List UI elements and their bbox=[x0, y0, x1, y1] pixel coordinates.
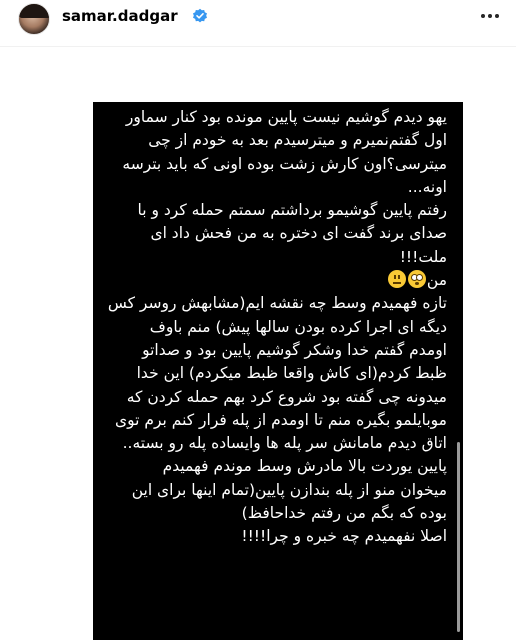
story-line: اول گفتم‌نمیرم و میترسیدم بعد به خودم از چی bbox=[148, 131, 447, 150]
story-line: میدونه چی گفته بود شروع کرد بهم حمله کردن که bbox=[126, 387, 447, 406]
story-text bbox=[107, 106, 447, 549]
story-line: موبایلمو بگیره منم تا اومدم از پله فرار کنم برم توی bbox=[114, 410, 447, 429]
story-line: میخوان منو از پله بندازن پایین(تمام اینها برای این bbox=[131, 480, 447, 499]
post-header bbox=[0, 0, 516, 36]
story-line: تازه فهمیدم وسط چه نقشه ایم(مشابهش روسر کس bbox=[107, 294, 447, 313]
flushed-face-emoji-icon bbox=[408, 270, 426, 288]
story-line: بوده که بگم من رفتم خداحافظ) bbox=[241, 504, 447, 523]
story-line-text: من bbox=[426, 271, 447, 290]
story-line: اومدم گفتم خدا وشکر گوشیم پایین بود و صداتو bbox=[142, 340, 447, 359]
avatar-hair bbox=[19, 4, 50, 18]
more-options-icon[interactable] bbox=[479, 12, 501, 20]
story-line: دیگه ای اجرا کرده بودن سالها پیش) منم باوف bbox=[149, 317, 447, 336]
story-image[interactable] bbox=[93, 102, 463, 640]
story-line: ملت!!! bbox=[399, 247, 447, 266]
profile-avatar[interactable] bbox=[18, 3, 50, 35]
story-line: اونه... bbox=[407, 177, 447, 196]
header-divider bbox=[0, 46, 516, 47]
story-line: یهو دیدم گوشیم نیست پایین مونده بود کنار سماور bbox=[125, 108, 447, 126]
story-line-emoji bbox=[107, 269, 447, 292]
story-line: اتاق دیدم مامانش سر پله ها وایساده پله رو بسته.. bbox=[122, 434, 447, 453]
story-line: اصلا نفهمیدم چه خبره و چرا!!!! bbox=[241, 527, 447, 546]
verified-badge-icon bbox=[192, 8, 208, 24]
story-line: رفتم پایین گوشیمو برداشتم سمتم حمله کرد و با bbox=[137, 201, 447, 220]
neutral-face-emoji-icon bbox=[388, 270, 406, 288]
story-line: پایین یوردت بالا مادرش وسط موندم فهمیدم bbox=[162, 457, 447, 476]
story-line: ظبط کردم(ای کاش واقعا ظبط میکردم) این خدا bbox=[136, 364, 447, 383]
username[interactable]: samar.dadgar bbox=[62, 7, 178, 25]
story-line: صدای برند گفت ای دختره به من فحش داد ای bbox=[150, 224, 447, 243]
story-line: میترسی؟اون کارش زشت بوده اونی که باید بترسه bbox=[122, 154, 447, 173]
story-scrollbar[interactable] bbox=[457, 442, 460, 632]
